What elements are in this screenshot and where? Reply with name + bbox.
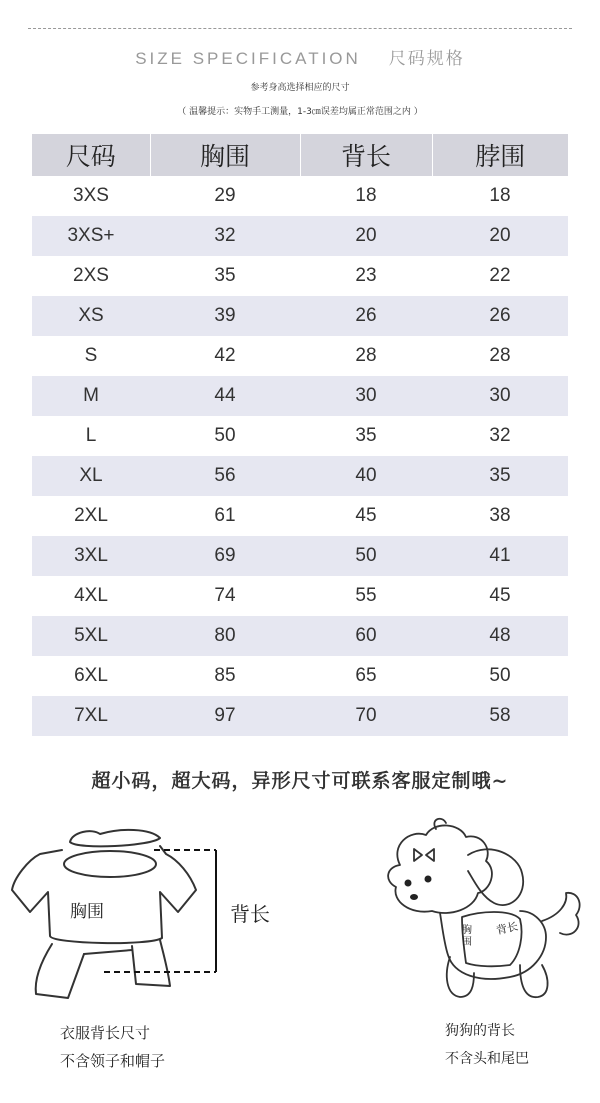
cell-chest: 42 — [214, 345, 236, 366]
cell-size: S — [84, 345, 98, 366]
cell-back-length: 40 — [300, 456, 432, 496]
cell-chest: 56 — [150, 456, 300, 496]
table-row — [32, 536, 568, 576]
table-header-row — [32, 134, 568, 176]
cell-size: 2XS — [73, 265, 109, 286]
cell-back-length: 20 — [300, 216, 432, 256]
cell-neck: 35 — [432, 456, 568, 496]
cell-chest: 80 — [150, 616, 300, 656]
cell-size: 3XS — [73, 185, 109, 206]
shirt-leg-right — [132, 940, 170, 986]
cell-neck: 20 — [432, 216, 568, 256]
cell-back-length: 65 — [355, 665, 377, 686]
cell-neck: 26 — [432, 296, 568, 336]
cell-neck: 28 — [489, 345, 511, 366]
header-chest: 胸围 — [150, 134, 300, 176]
cell-size: 3XS+ — [32, 216, 150, 256]
cell-back-length: 45 — [355, 505, 377, 526]
dog-top-curl — [434, 819, 446, 829]
cell-back-length: 18 — [355, 185, 377, 206]
shirt-caption-1: 衣服背长尺寸 — [60, 1024, 151, 1042]
measurement-tip: （ 温馨提示：实物手工测量，1-3㎝误差均属正常范围之内 ） — [177, 107, 423, 117]
cell-chest: 32 — [150, 216, 300, 256]
cell-chest: 35 — [214, 265, 236, 286]
cell-back-length: 26 — [300, 296, 432, 336]
spec-title — [0, 44, 600, 69]
cell-size: 5XL — [32, 616, 150, 656]
dog-back-label: 背长 — [494, 919, 520, 938]
table-body — [32, 176, 568, 736]
table-row — [32, 336, 568, 376]
cell-chest: 44 — [150, 376, 300, 416]
cell-chest: 61 — [214, 505, 236, 526]
table-row — [32, 216, 568, 256]
header-neck: 脖围 — [432, 134, 568, 176]
cell-chest: 74 — [214, 585, 236, 606]
subtitle: 参考身高选择相应的尺寸 — [250, 83, 350, 93]
table-row — [32, 256, 568, 296]
cell-chest: 69 — [150, 536, 300, 576]
spec-title-cn: 尺码规格 — [388, 49, 465, 68]
cell-size: M — [32, 376, 150, 416]
cell-back-length: 60 — [300, 616, 432, 656]
table-row — [32, 696, 568, 736]
dog-body — [440, 911, 546, 979]
table-row — [32, 376, 568, 416]
spec-title-en: SIZE SPECIFICATION — [135, 49, 361, 68]
cell-back-length: 23 — [355, 265, 377, 286]
cell-neck: 38 — [489, 505, 511, 526]
cell-chest: 50 — [214, 425, 236, 446]
cell-size: L — [85, 425, 97, 446]
cell-size: XS — [32, 296, 150, 336]
cell-neck: 22 — [489, 265, 511, 286]
custom-size-note: 超小码，超大码，异形尺寸可联系客服定制哦~ — [91, 770, 509, 792]
cell-chest: 29 — [214, 185, 236, 206]
top-dashed-rule — [28, 28, 572, 29]
table-row — [32, 576, 568, 616]
cell-neck: 45 — [489, 585, 511, 606]
cell-size: 3XL — [32, 536, 150, 576]
cell-back-length: 50 — [300, 536, 432, 576]
dog-head — [388, 825, 492, 913]
shirt-chest-label: 胸围 — [70, 902, 104, 922]
cell-back-length: 28 — [355, 345, 377, 366]
dog-caption-2: 不含头和尾巴 — [445, 1051, 529, 1067]
dog-bow — [414, 849, 434, 861]
cell-size: 7XL — [32, 696, 150, 736]
dog-caption-1: 狗狗的背长 — [445, 1023, 515, 1039]
cell-neck: 48 — [432, 616, 568, 656]
cell-neck: 58 — [432, 696, 568, 736]
cell-neck: 32 — [489, 425, 511, 446]
shirt-back-label: 背长 — [230, 902, 270, 926]
cell-neck: 41 — [432, 536, 568, 576]
cell-chest: 39 — [150, 296, 300, 336]
cell-size: 2XL — [74, 505, 108, 526]
shirt-leg-left — [36, 944, 84, 998]
header-size: 尺码 — [32, 134, 150, 176]
cell-size: 4XL — [74, 585, 108, 606]
cell-back-length: 30 — [300, 376, 432, 416]
cell-neck: 30 — [432, 376, 568, 416]
cell-back-length: 35 — [355, 425, 377, 446]
dog-chest-label: 胸围 — [462, 925, 472, 948]
table-row — [32, 456, 568, 496]
table-row — [32, 296, 568, 336]
cell-chest: 97 — [150, 696, 300, 736]
cell-neck: 18 — [489, 185, 511, 206]
neck-ellipse — [64, 851, 156, 877]
table-row — [32, 496, 568, 536]
cell-back-length: 70 — [300, 696, 432, 736]
shirt-body — [12, 846, 196, 943]
cell-size: XL — [32, 456, 150, 496]
shirt-caption-2: 不含领子和帽子 — [60, 1052, 166, 1070]
shirt-collar — [70, 830, 160, 846]
dog-face — [405, 876, 432, 901]
cell-chest: 85 — [214, 665, 236, 686]
dog-tail — [542, 893, 580, 935]
table-row — [32, 416, 568, 456]
header-back-length: 背长 — [300, 134, 432, 176]
cell-size: 6XL — [74, 665, 108, 686]
size-table — [32, 134, 568, 736]
dog-diagram — [370, 815, 600, 1015]
table-row — [32, 176, 568, 216]
table-row — [32, 656, 568, 696]
cell-back-length: 55 — [355, 585, 377, 606]
dog-leg-back — [520, 965, 548, 997]
cell-neck: 50 — [489, 665, 511, 686]
table-row — [32, 616, 568, 656]
